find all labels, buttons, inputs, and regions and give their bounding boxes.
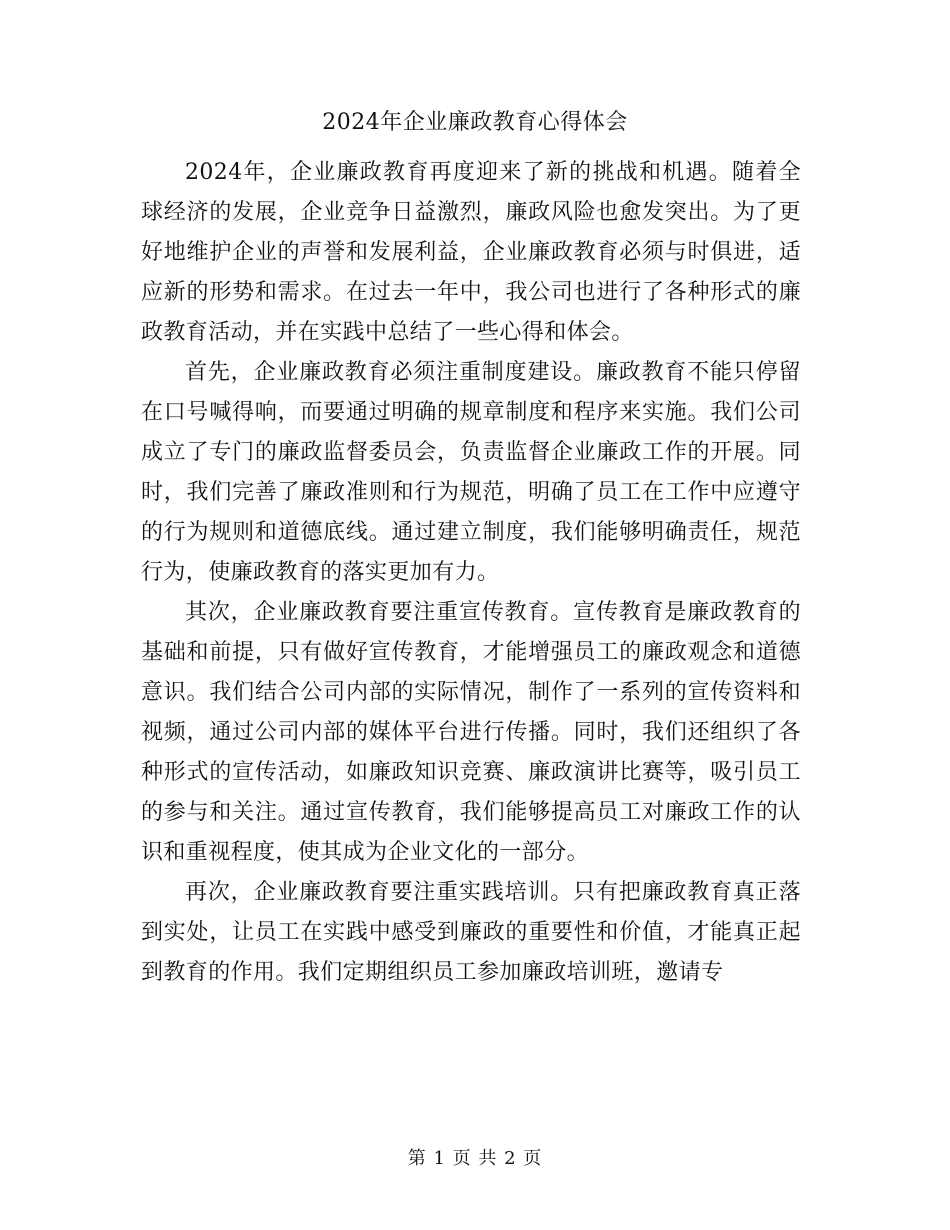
document-title: 2024年企业廉政教育心得体会 [322, 110, 628, 135]
paragraph: 再次，企业廉政教育要注重实践培训。只有把廉政教育真正落到实处，让员工在实践中感受到廉政的重要性和价值，才能真正起到教育的作用。我们定期组织员工参加廉政培训班，邀请专 [141, 880, 801, 985]
paragraph: 首先，企业廉政教育必须注重制度建设。廉政教育不能只停留在口号喊得响，而要通过明确的规章制度和程序来实施。我们公司成立了专门的廉政监督委员会，负责监督企业廉政工作的开展。同时，我们完善了廉政准则和行为规范，明确了员工在工作中应遵守的行为规则和道德底线。通过建立制度，我们能够明确责任，规范行为，使廉政教育的落实更加有力。 [141, 360, 801, 585]
page-number-footer: 第 1 页 共 2 页 [407, 1148, 543, 1169]
document-body [141, 153, 801, 993]
paragraph: 其次，企业廉政教育要注重宣传教育。宣传教育是廉政教育的基础和前提，只有做好宣传教育，才能增强员工的廉政观念和道德意识。我们结合公司内部的实际情况，制作了一系列的宣传资料和视频，通过公司内部的媒体平台进行传播。同时，我们还组织了各种形式的宣传活动，如廉政知识竞赛、廉政演讲比赛等，吸引员工的参与和关注。通过宣传教育，我们能够提高员工对廉政工作的认识和重视程度，使其成为企业文化的一部分。 [141, 600, 801, 865]
paragraph: 2024年，企业廉政教育再度迎来了新的挑战和机遇。随着全球经济的发展，企业竞争日益激烈，廉政风险也愈发突出。为了更好地维护企业的声誉和发展利益，企业廉政教育必须与时俱进，适应新的形势和需求。在过去一年中，我公司也进行了各种形式的廉政教育活动，并在实践中总结了一些心得和体会。 [141, 160, 801, 345]
